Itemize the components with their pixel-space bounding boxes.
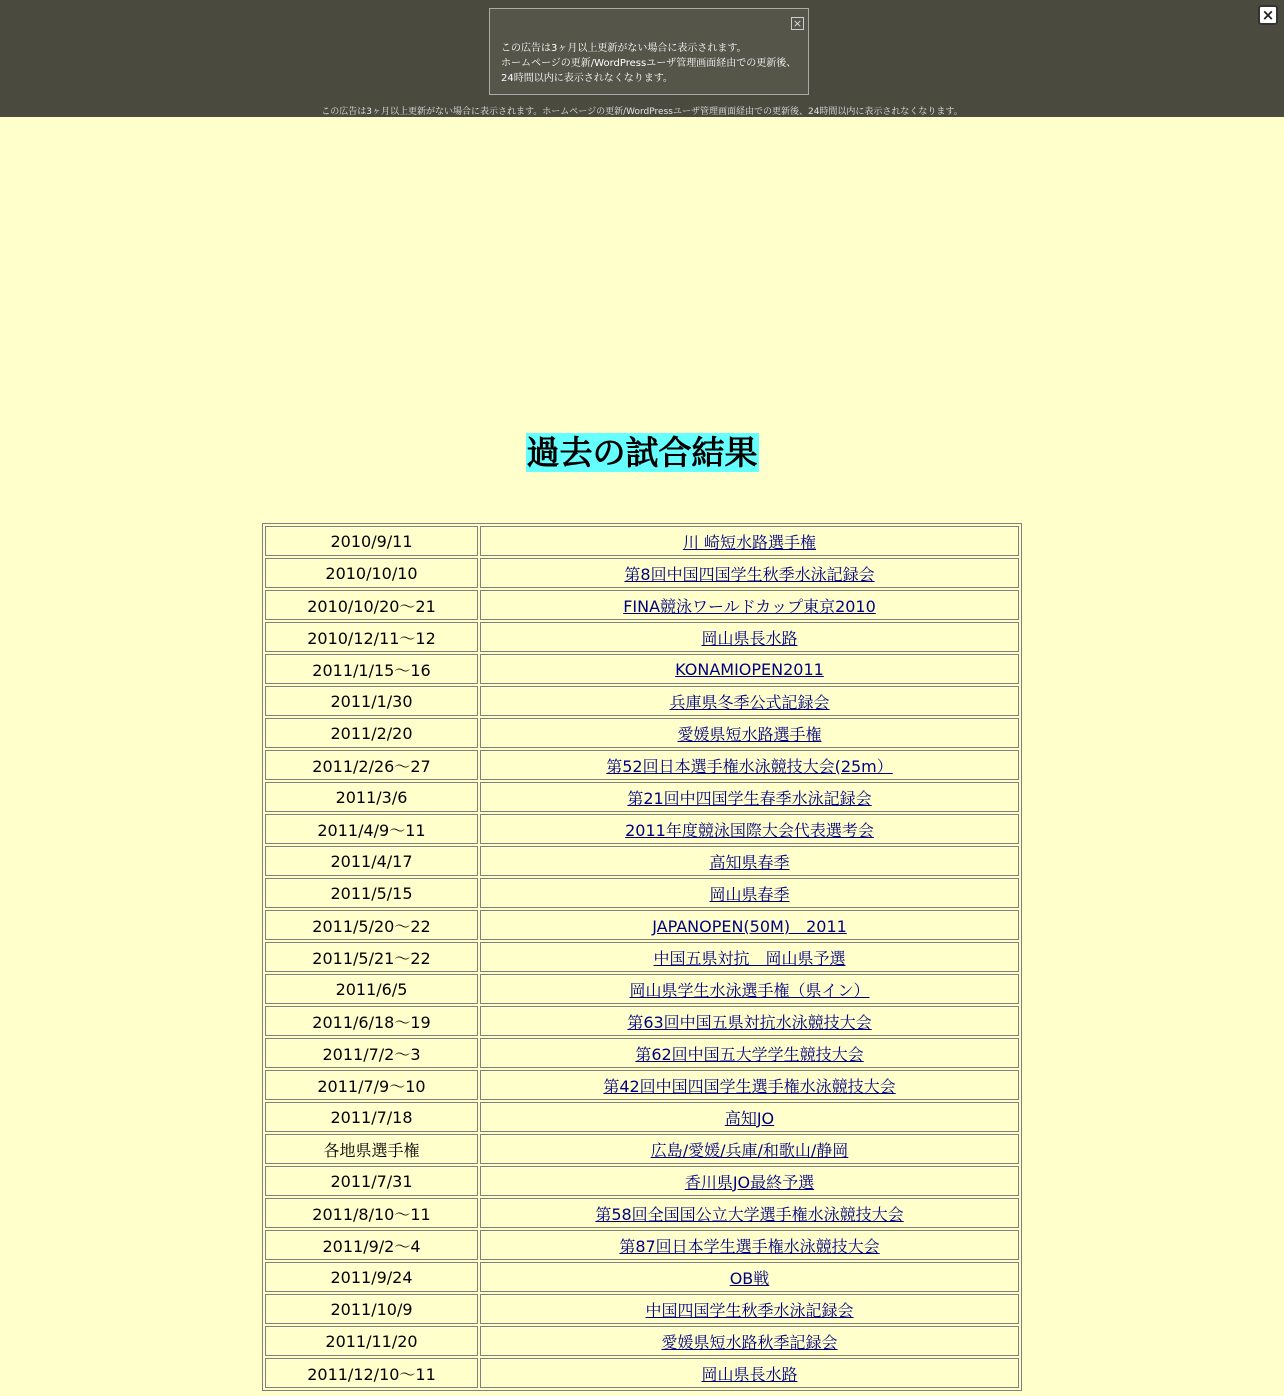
result-date: 2011/7/2～3 xyxy=(265,1038,478,1068)
table-row xyxy=(265,1006,1019,1036)
ad-notice-line: この広告は3ヶ月以上更新がない場合に表示されます。 xyxy=(501,43,747,54)
result-date: 2011/4/17 xyxy=(265,846,478,876)
table-row xyxy=(265,1230,1019,1260)
result-event-link[interactable]: 岡山県長水路 xyxy=(701,628,798,648)
result-event-link[interactable]: OB戦 xyxy=(729,1268,770,1288)
result-event-link[interactable]: 兵庫県冬季公式記録会 xyxy=(669,692,830,712)
table-row xyxy=(265,1070,1019,1100)
result-date: 2011/6/18～19 xyxy=(265,1006,478,1036)
table-row xyxy=(265,1326,1019,1356)
table-row xyxy=(265,814,1019,844)
table-row xyxy=(265,1358,1019,1388)
result-event-cell xyxy=(480,558,1019,588)
table-row xyxy=(265,558,1019,588)
result-date: 2011/3/6 xyxy=(265,782,478,812)
table-row xyxy=(265,622,1019,652)
result-event-cell xyxy=(480,1294,1019,1324)
result-date: 2011/7/31 xyxy=(265,1166,478,1196)
page-title xyxy=(0,430,1284,476)
table-row xyxy=(265,590,1019,620)
result-event-cell xyxy=(480,1198,1019,1228)
table-row xyxy=(265,910,1019,940)
result-date: 2011/2/20 xyxy=(265,718,478,748)
result-event-cell xyxy=(480,1102,1019,1132)
ad-notice-text xyxy=(501,41,796,86)
result-date: 2011/7/9～10 xyxy=(265,1070,478,1100)
table-row xyxy=(265,1102,1019,1132)
result-event-cell xyxy=(480,1038,1019,1068)
ad-notice-line: 24時間以内に表示されなくなります。 xyxy=(501,73,673,84)
result-event-link[interactable]: 香川県JO最終予選 xyxy=(684,1172,815,1192)
result-event-link[interactable]: 第21回中四国学生春季水泳記録会 xyxy=(627,788,872,808)
ad-close-icon[interactable]: × xyxy=(1258,5,1278,25)
result-event-link[interactable]: 第42回中国四国学生選手権水泳競技大会 xyxy=(603,1076,896,1096)
table-row xyxy=(265,974,1019,1004)
result-event-link[interactable]: 第52回日本選手権水泳競技大会(25m） xyxy=(606,756,893,776)
result-event-link[interactable]: FINA競泳ワールドカップ東京2010 xyxy=(623,596,876,616)
result-event-cell xyxy=(480,1358,1019,1388)
result-event-link[interactable]: 第87回日本学生選手権水泳競技大会 xyxy=(619,1236,880,1256)
result-event-link[interactable]: 中国四国学生秋季水泳記録会 xyxy=(645,1300,854,1320)
result-date: 2011/5/20～22 xyxy=(265,910,478,940)
result-date: 2010/10/20～21 xyxy=(265,590,478,620)
result-event-cell xyxy=(480,1006,1019,1036)
result-event-cell xyxy=(480,1262,1019,1292)
result-event-link[interactable]: 第58回全国国公立大学選手権水泳競技大会 xyxy=(595,1204,904,1224)
result-event-cell xyxy=(480,1070,1019,1100)
table-row xyxy=(265,654,1019,684)
table-row xyxy=(265,1294,1019,1324)
result-date: 2011/2/26～27 xyxy=(265,750,478,780)
result-event-cell xyxy=(480,1230,1019,1260)
result-date: 2011/11/20 xyxy=(265,1326,478,1356)
table-row xyxy=(265,686,1019,716)
result-event-link[interactable]: KONAMIOPEN2011 xyxy=(675,659,824,679)
table-row xyxy=(265,1038,1019,1068)
result-date: 2011/8/10～11 xyxy=(265,1198,478,1228)
result-event-cell xyxy=(480,654,1019,684)
result-event-cell xyxy=(480,622,1019,652)
table-row xyxy=(265,750,1019,780)
ad-footer-text: この広告は3ヶ月以上更新がない場合に表示されます。ホームページの更新/WordPressユーザ管理画面経由での更新後、24時間以内に表示されなくなります。 xyxy=(321,107,963,117)
result-event-link[interactable]: 岡山県長水路 xyxy=(701,1364,798,1384)
result-event-link[interactable]: 広島/愛媛/兵庫/和歌山/静岡 xyxy=(650,1140,849,1160)
table-row xyxy=(265,1262,1019,1292)
result-date: 2010/9/11 xyxy=(265,526,478,556)
result-event-cell xyxy=(480,590,1019,620)
result-event-cell xyxy=(480,1134,1019,1164)
result-event-cell xyxy=(480,782,1019,812)
result-event-link[interactable]: 川 崎短水路選手権 xyxy=(682,532,817,552)
result-event-link[interactable]: 愛媛県短水路選手権 xyxy=(677,724,822,744)
results-table-body xyxy=(265,526,1019,1388)
result-event-cell xyxy=(480,974,1019,1004)
table-row xyxy=(265,1198,1019,1228)
ad-banner xyxy=(0,0,1284,117)
result-event-cell xyxy=(480,814,1019,844)
result-event-link[interactable]: 岡山県学生水泳選手権（県イン） xyxy=(629,980,870,1000)
result-event-link[interactable]: 高知JO xyxy=(724,1108,775,1128)
result-event-cell xyxy=(480,750,1019,780)
result-date: 2011/5/21～22 xyxy=(265,942,478,972)
result-event-cell xyxy=(480,942,1019,972)
result-date: 2011/1/30 xyxy=(265,686,478,716)
ad-notice-box xyxy=(489,8,809,95)
table-row xyxy=(265,782,1019,812)
result-event-link[interactable]: JAPANOPEN(50M) 2011 xyxy=(652,916,847,936)
result-event-link[interactable]: 岡山県春季 xyxy=(709,884,790,904)
table-row xyxy=(265,878,1019,908)
table-row xyxy=(265,718,1019,748)
result-event-cell xyxy=(480,526,1019,556)
result-date: 各地県選手権 xyxy=(265,1134,478,1164)
result-date: 2011/4/9～11 xyxy=(265,814,478,844)
result-date: 2011/12/10～11 xyxy=(265,1358,478,1388)
table-row xyxy=(265,846,1019,876)
result-event-link[interactable]: 高知県春季 xyxy=(709,852,790,872)
table-row xyxy=(265,526,1019,556)
result-date: 2011/1/15～16 xyxy=(265,654,478,684)
result-date: 2011/6/5 xyxy=(265,974,478,1004)
result-event-cell xyxy=(480,846,1019,876)
results-table xyxy=(262,523,1022,1391)
result-event-cell xyxy=(480,878,1019,908)
result-date: 2011/9/2～4 xyxy=(265,1230,478,1260)
result-event-link[interactable]: 第63回中国五県対抗水泳競技大会 xyxy=(627,1012,872,1032)
result-event-cell xyxy=(480,718,1019,748)
ad-notice-line: ホームページの更新/WordPressユーザ管理画面経由での更新後、 xyxy=(501,58,797,69)
ad-box-close-icon[interactable]: × xyxy=(792,17,803,30)
page-title-text: 過去の試合結果 xyxy=(526,433,758,472)
result-event-cell xyxy=(480,1326,1019,1356)
result-event-link[interactable]: 第62回中国五大学学生競技大会 xyxy=(635,1044,864,1064)
table-row xyxy=(265,1134,1019,1164)
result-date: 2011/10/9 xyxy=(265,1294,478,1324)
table-row xyxy=(265,942,1019,972)
result-date: 2011/5/15 xyxy=(265,878,478,908)
result-event-cell xyxy=(480,910,1019,940)
table-row xyxy=(265,1166,1019,1196)
result-date: 2011/7/18 xyxy=(265,1102,478,1132)
result-date: 2010/10/10 xyxy=(265,558,478,588)
result-event-link[interactable]: 愛媛県短水路秋季記録会 xyxy=(661,1332,838,1352)
result-event-link[interactable]: 中国五県対抗 岡山県予選 xyxy=(653,948,846,968)
result-event-link[interactable]: 第8回中国四国学生秋季水泳記録会 xyxy=(624,564,875,584)
result-event-cell xyxy=(480,1166,1019,1196)
result-date: 2011/9/24 xyxy=(265,1262,478,1292)
result-event-cell xyxy=(480,686,1019,716)
result-event-link[interactable]: 2011年度競泳国際大会代表選考会 xyxy=(625,820,874,840)
result-date: 2010/12/11～12 xyxy=(265,622,478,652)
